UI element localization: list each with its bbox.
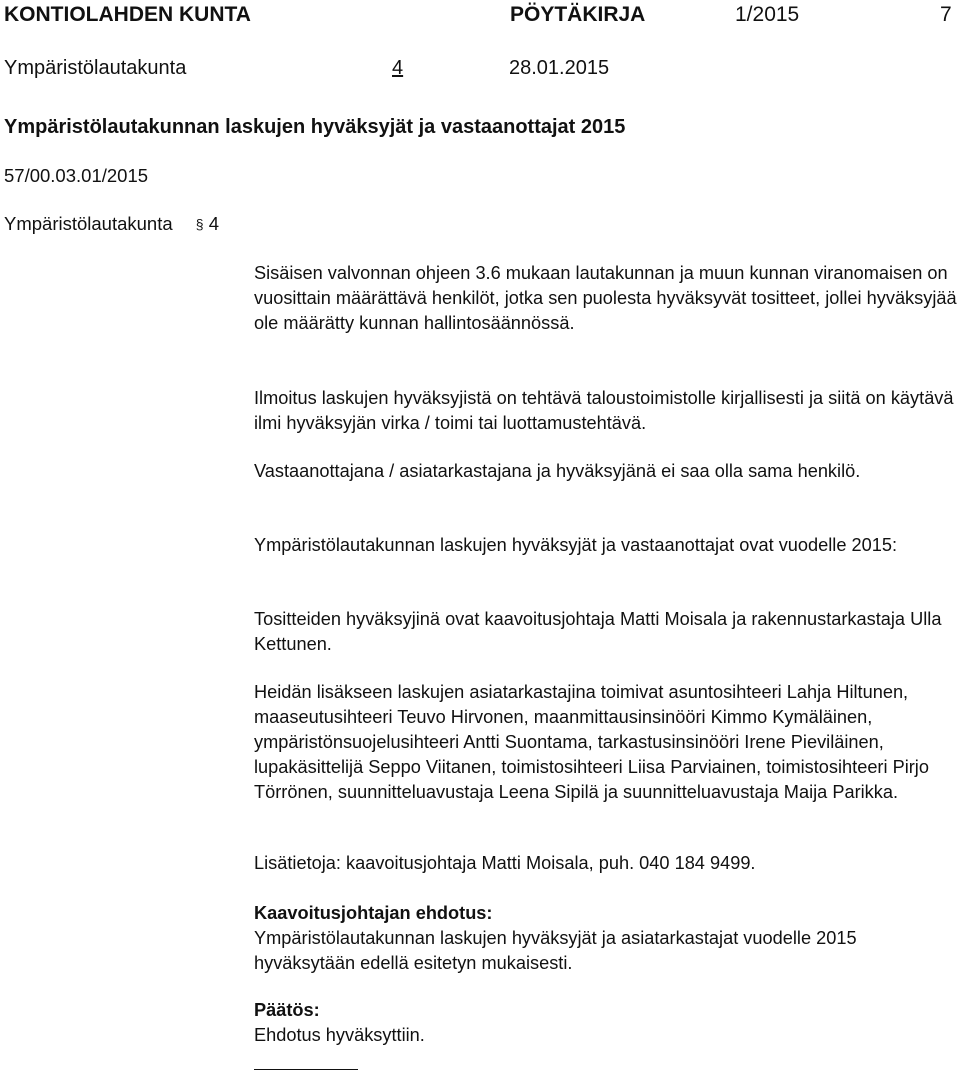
board-name: Ympäristölautakunta (4, 57, 187, 79)
paragraph-5: Tositteiden hyväksyjinä ovat kaavoitusjohtaja Matti Moisala ja rakennustarkastaja Ulla Kettunen. (254, 609, 942, 654)
org-name: KONTIOLAHDEN KUNTA (4, 3, 251, 26)
page-number: 7 (940, 3, 952, 26)
decision (254, 998, 960, 1048)
closing-rule (254, 1069, 358, 1070)
proposal (254, 901, 960, 976)
item-title: Ympäristölautakunnan laskujen hyväksyjät ja vastaanottajat 2015 (4, 116, 626, 138)
paragraph-3: Vastaanottajana / asiatarkastajana ja hyväksyjänä ei saa olla sama henkilö. (254, 461, 861, 481)
paragraph-6: Heidän lisäkseen laskujen asiatarkastajina toimivat asuntosihteeri Lahja Hiltunen, maaseutusihteeri Teuvo Hirvonen, maanmittausinsinööri Kimmo Kymäläinen, ympäristönsuojelusihteeri Antti Suontama, tarkastusinsinööri Irene Pieviläinen, lupakäsittelijä Seppo Viitanen, toimistosihteeri Liisa Parviainen, toimistosihteeri Pirjo Törrönen, suunnitteluavustaja Leena Sipilä ja suunnitteluavustaja Maija Parikka. (254, 682, 929, 802)
paragraph-2: Ilmoitus laskujen hyväksyjistä on tehtävä taloustoimistolle kirjallisesti ja siitä on käytävä ilmi hyväksyjän virka / toimi tai luottamustehtävä. (254, 388, 954, 433)
paragraph-1: Sisäisen valvonnan ohjeen 3.6 mukaan lautakunnan ja muun kunnan viranomaisen on vuosittain määrättävä henkilöt, jotka sen puolesta hyväksyvät tositteet, jollei hyväksyjää ole määrätty kunnan hallintosäännössä. (254, 263, 957, 333)
proposal-heading: Kaavoitusjohtajan ehdotus: (254, 903, 493, 923)
doc-type: PÖYTÄKIRJA (510, 3, 646, 26)
proposal-text: Ympäristölautakunnan laskujen hyväksyjät ja asiatarkastajat vuodelle 2015 hyväksytään edellä esitetyn mukaisesti. (254, 928, 857, 973)
section-icon: § (195, 216, 204, 232)
item-section-number: 4 (208, 213, 220, 234)
record-id: 57/00.03.01/2015 (4, 165, 149, 186)
paragraph-7: Lisätietoja: kaavoitusjohtaja Matti Moisala, puh. 040 184 9499. (254, 853, 756, 873)
doc-number: 1/2015 (735, 3, 800, 26)
decision-heading: Päätös: (254, 1000, 320, 1020)
paragraph-4: Ympäristölautakunnan laskujen hyväksyjät ja vastaanottajat ovat vuodelle 2015: (254, 535, 898, 555)
section-number: 4 (392, 57, 404, 79)
item-board-name: Ympäristölautakunta (4, 213, 173, 234)
meeting-date: 28.01.2015 (509, 57, 610, 79)
item-board (4, 213, 219, 235)
decision-text: Ehdotus hyväksyttiin. (254, 1025, 425, 1045)
